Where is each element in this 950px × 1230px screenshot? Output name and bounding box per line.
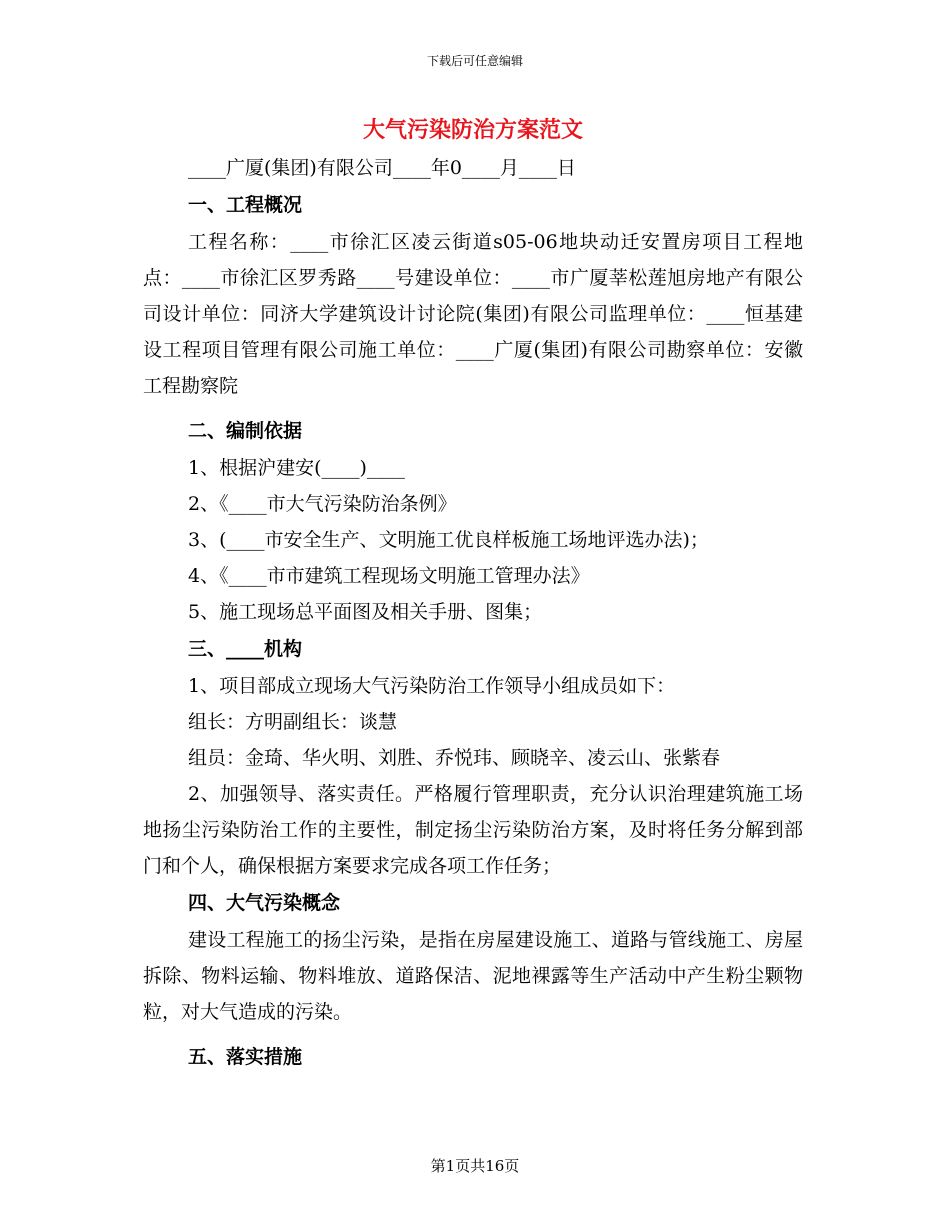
org-line: 1、项目部成立现场大气污染防治工作领导小组成员如下：	[188, 675, 676, 697]
basis-item: 1、根据沪建安(____)____	[188, 457, 405, 479]
section-3-heading: 三、____机构	[188, 638, 303, 660]
basis-item: 2、《____市大气污染防治条例》	[188, 493, 457, 515]
basis-item: 3、(____市安全生产、文明施工优良样板施工场地评选办法)；	[188, 529, 709, 551]
document-body	[143, 110, 803, 1076]
date-line: ____广厦(集团)有限公司____年0____月____日	[188, 157, 576, 179]
basis-item: 5、施工现场总平面图及相关手册、图集；	[188, 601, 543, 623]
org-line: 组员：金琦、华火明、刘胜、乔悦玮、顾晓辛、凌云山、张紫春	[188, 747, 721, 769]
section-4-heading: 四、大气污染概念	[188, 892, 341, 914]
section-1-heading: 一、工程概况	[188, 194, 303, 216]
section-3-paragraph: 2、加强领导、落实责任。严格履行管理职责，充分认识治理建筑施工场地扬尘污染防治工作的主要性，制定扬尘污染防治方案，及时将任务分解到部门和个人，确保根据方案要求完成各项工作任务；	[143, 783, 803, 877]
document-title: 大气污染防治方案范文	[362, 117, 583, 143]
page-header-note: 下载后可任意编辑	[426, 54, 523, 68]
org-line: 组长：方明副组长：谈慧	[188, 711, 398, 733]
page-number: 第1页共16页	[430, 1157, 520, 1175]
section-1-body: 工程名称：____市徐汇区凌云街道s05-06地块动迁安置房项目工程地点：____市徐汇区罗秀路____号建设单位：____市广厦莘松莲旭房地产有限公司设计单位：同济大学建筑设计讨论院(集团)有限公司监理单位：____恒基建设工程项目管理有限公司施工单位：____广厦(集团)有限公司勘察单位：安徽工程勘察院	[143, 231, 803, 397]
basis-item: 4、《____市市建筑工程现场文明施工管理办法》	[188, 565, 590, 587]
section-5-heading: 五、落实措施	[188, 1046, 303, 1068]
section-4-body: 建设工程施工的扬尘污染，是指在房屋建设施工、道路与管线施工、房屋拆除、物料运输、物料堆放、道路保洁、泥地裸露等生产活动中产生粉尘颗物粒，对大气造成的污染。	[143, 929, 803, 1023]
section-2-heading: 二、编制依据	[188, 420, 303, 442]
